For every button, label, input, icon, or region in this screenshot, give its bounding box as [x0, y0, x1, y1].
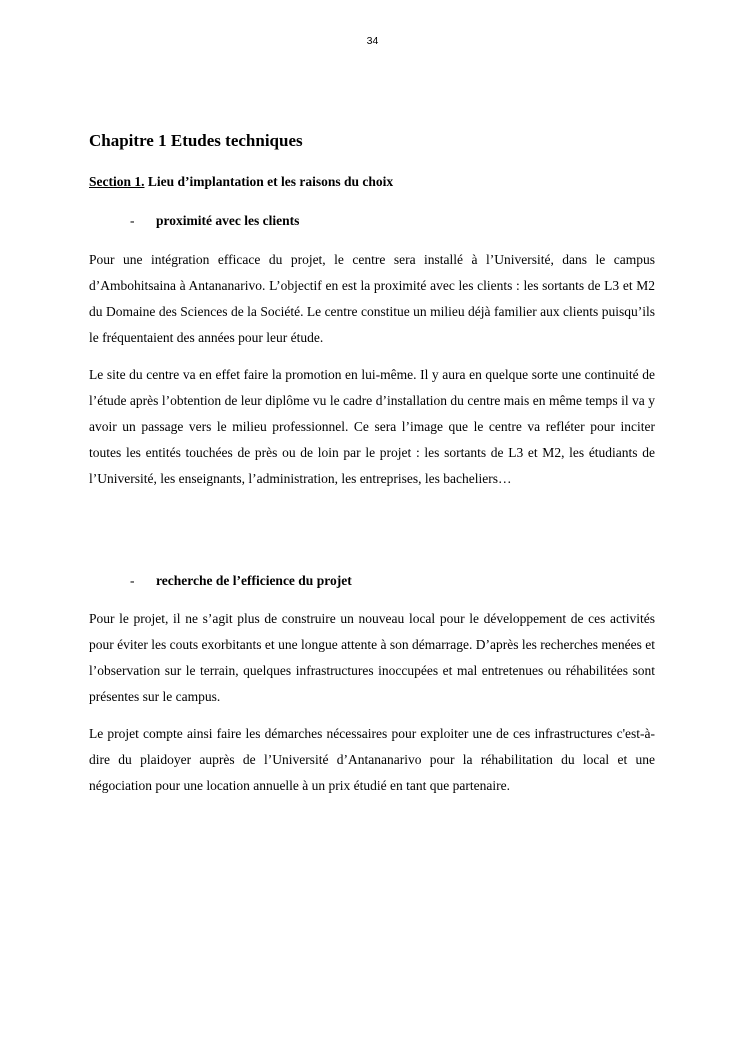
section-title: Lieu d’implantation et les raisons du choix	[147, 174, 394, 189]
paragraph-construction: Pour le projet, il ne s’agit plus de construire un nouveau local pour le développement de ces activités pour éviter les couts exorbitants et une longue attente à son démarrage. D’après les recherches menées et l’observation sur le terrain, quelques infrastructures inoccupées et mal entretenues ou réhabilitées sont présentes sur le campus.	[89, 611, 655, 704]
page-number: 34	[366, 35, 379, 47]
bullet-dash: -	[130, 573, 135, 588]
bullet-title: recherche de l’efficience du projet	[156, 573, 352, 588]
chapter-title: Chapitre 1 Etudes techniques	[89, 131, 303, 150]
section-heading	[89, 174, 393, 190]
section-label: Section 1.	[89, 174, 145, 189]
bullet-dash: -	[130, 213, 135, 228]
bullet-title: proximité avec les clients	[156, 213, 300, 228]
bullet-heading-efficiency	[130, 573, 352, 589]
paragraph-promotion: Le site du centre va en effet faire la promotion en lui-même. Il y aura en quelque sorte une continuité de l’étude après l’obtention de leur diplôme vu le cadre d’installation du centre mais en même temps il va y avoir un passage vers le milieu professionnel. Ce sera l’image que le centre va refléter pour inciter toutes les entités touchées de près ou de loin par le projet : les sortants de L3 et M2, les étudiants de l’Université, les enseignants, l’administration, les entreprises, les bacheliers…	[89, 367, 655, 486]
paragraph-approach: Le projet compte ainsi faire les démarches nécessaires pour exploiter une de ces infrastructures c'est-à-dire du plaidoyer auprès de l’Université d’Antananarivo pour la réhabilitation du local et une négociation pour une location annuelle à un prix étudié en tant que partenaire.	[89, 726, 655, 793]
bullet-heading-proximity	[130, 213, 299, 229]
paragraph-location: Pour une intégration efficace du projet, le centre sera installé à l’Université, dans le campus d’Ambohitsaina à Antananarivo. L’objectif en est la proximité avec les clients : les sortants de L3 et M2 du Domaine des Sciences de la Société. Le centre constitue un milieu déjà familier aux clients puisqu’ils le fréquentaient des années pour leur étude.	[89, 252, 655, 345]
